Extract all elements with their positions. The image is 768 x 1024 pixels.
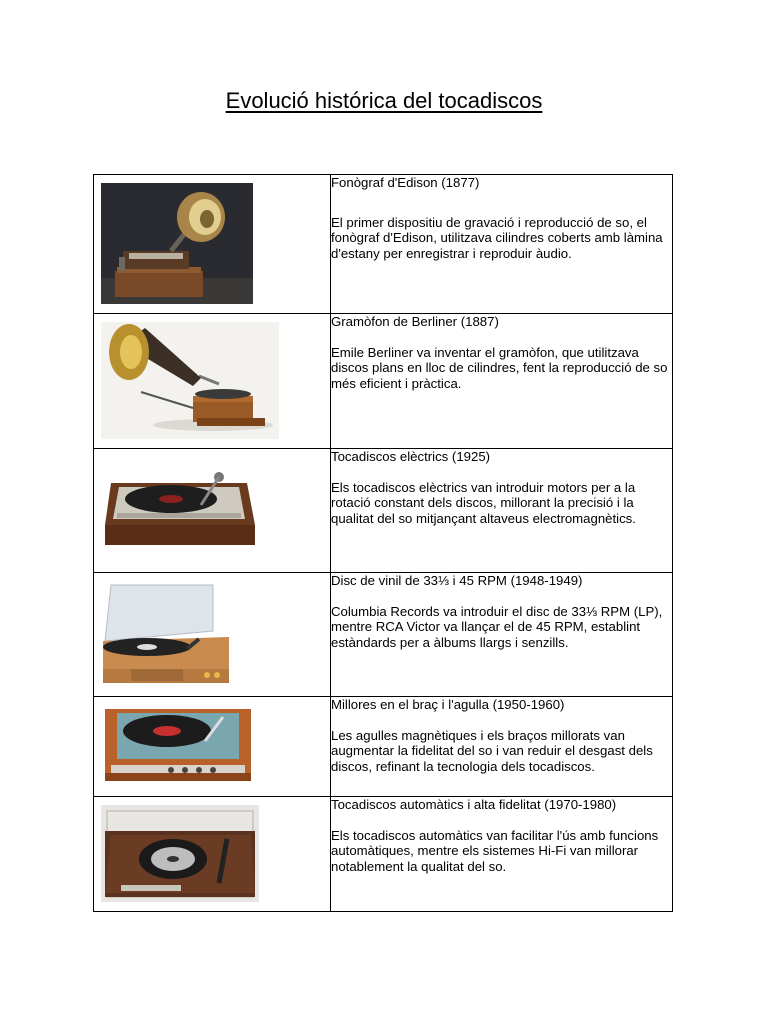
row-description: Les agulles magnètiques i els braços millorats van augmentar la fidelitat del so i van reduir el desgast dels discos, refinant la tecnologia dels tocadiscos.	[331, 727, 653, 774]
image-cell	[94, 797, 331, 912]
automatic-hifi-turntable-photo	[101, 805, 259, 902]
table-row	[94, 797, 673, 912]
image-cell	[94, 449, 331, 573]
row-heading: Millores en el braç i l'agulla (1950-1960)	[331, 697, 565, 712]
text-cell	[331, 697, 673, 797]
row-heading: Disc de vinil de 33⅓ i 45 RPM (1948-1949)	[331, 573, 583, 588]
row-description: Els tocadiscos elèctrics van introduir motors per a la rotació constant dels discos, millorant la precisió i la qualitat del so mitjançant altaveus electromagnètics.	[331, 479, 636, 526]
row-description: Emile Berliner va inventar el gramòfon, que utilitzava discos plans en lloc de cilindres, fent la reproducció de so més eficient i pràctica.	[331, 344, 668, 391]
image-cell	[94, 697, 331, 797]
row-description: Els tocadiscos automàtics van facilitar l'ús amb funcions automàtiques, mentre els sistemes Hi-Fi van millorar notablement la qualitat del so.	[331, 827, 659, 874]
image-cell	[94, 175, 331, 314]
document-title: Evolució histórica del tocadiscos	[225, 88, 543, 113]
text-cell	[331, 314, 673, 449]
image-cell	[94, 314, 331, 449]
row-heading: Gramòfon de Berliner (1887)	[331, 314, 499, 329]
text-cell	[331, 175, 673, 314]
table-row	[94, 175, 673, 314]
text-cell	[331, 573, 673, 697]
row-heading: Tocadiscos automàtics i alta fidelitat (1970-1980)	[331, 797, 617, 812]
timeline-table	[93, 174, 673, 912]
row-heading: Tocadiscos elèctrics (1925)	[331, 449, 491, 464]
row-heading: Fonògraf d'Edison (1877)	[331, 175, 480, 190]
table-row	[94, 314, 673, 449]
text-cell	[331, 449, 673, 573]
image-cell	[94, 573, 331, 697]
electric-turntable-photo	[101, 457, 257, 557]
text-cell	[331, 797, 673, 912]
improved-tonearm-turntable-photo	[101, 705, 255, 785]
row-description: Columbia Records va introduir el disc de 33⅓ RPM (LP), mentre RCA Victor va llançar el de 45 RPM, establint estàndards per a àlbums llargs i senzills.	[331, 603, 663, 650]
berliner-gramophone-photo	[101, 322, 279, 439]
table-row	[94, 697, 673, 797]
table-row	[94, 449, 673, 573]
vinyl-record-player-photo	[101, 581, 231, 689]
row-description: El primer dispositiu de gravació i reproducció de so, el fonògraf d'Edison, utilitzava cilindres coberts amb làmina d'estany per enregistrar i reproduir àudio.	[331, 214, 663, 261]
edison-phonograph-photo	[101, 183, 253, 304]
table-row	[94, 573, 673, 697]
